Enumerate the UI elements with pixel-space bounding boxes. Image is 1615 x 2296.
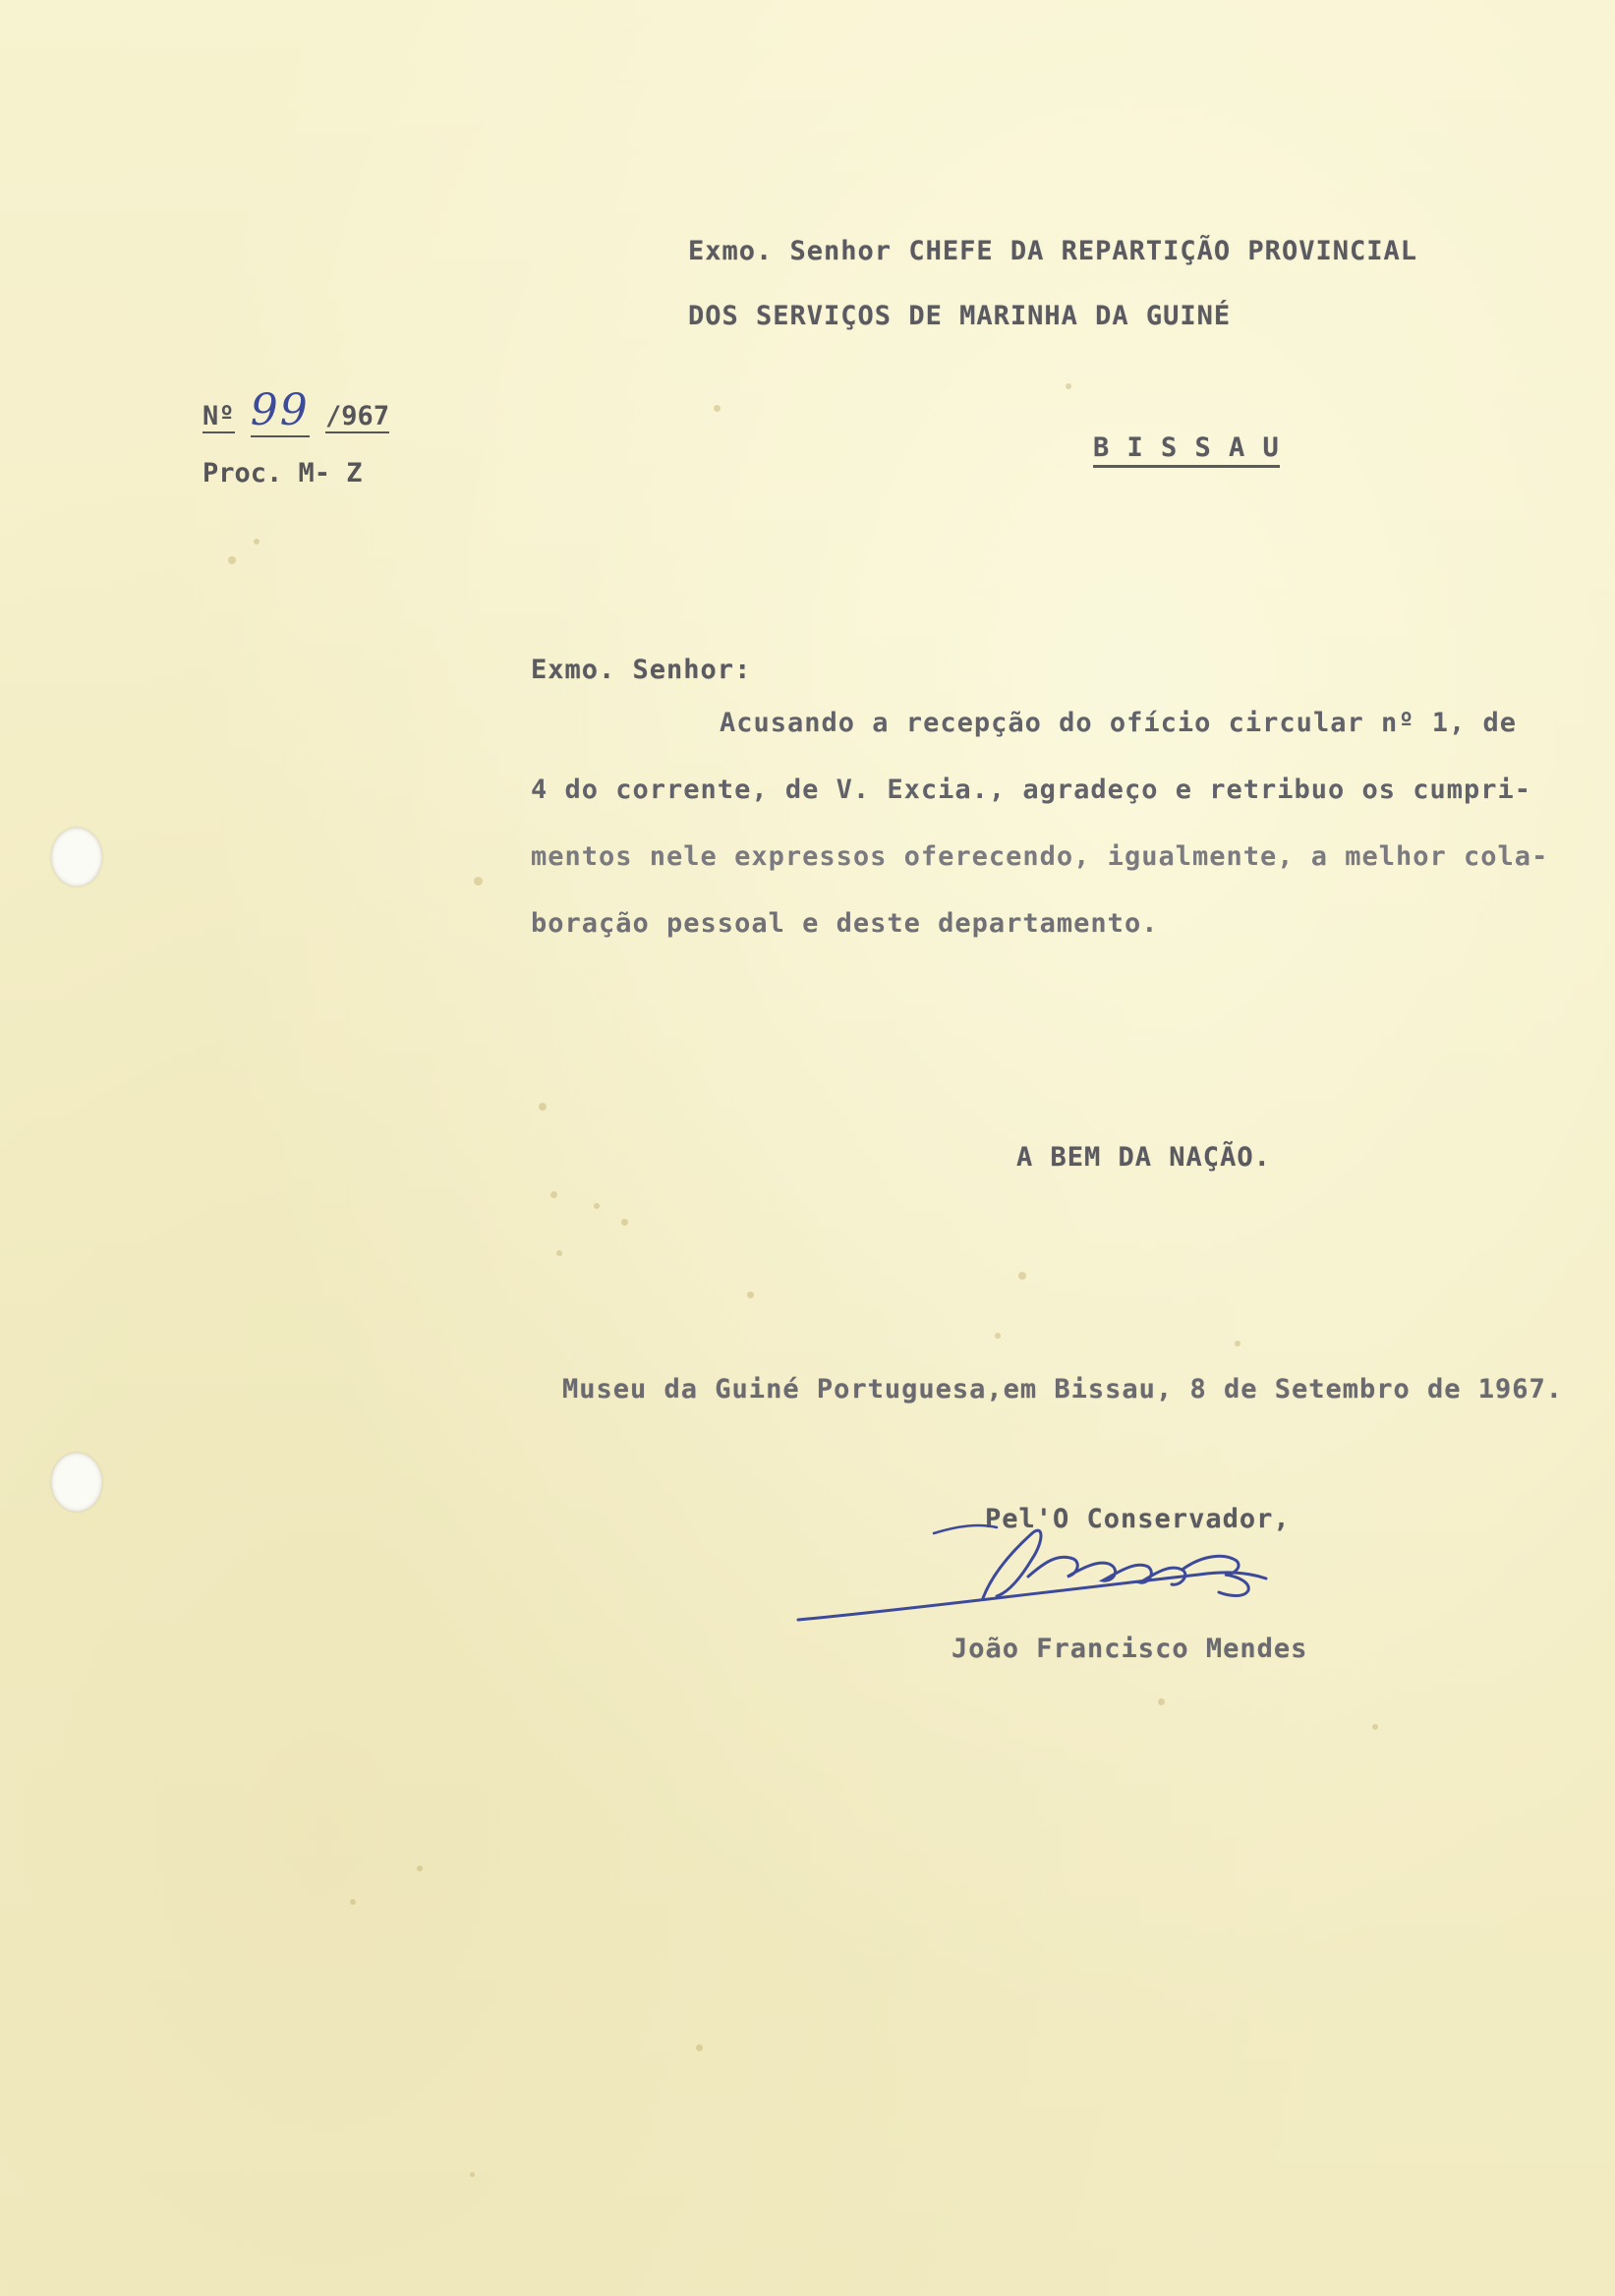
- signature-for-label: Pel'O Conservador,: [985, 1504, 1291, 1534]
- punch-hole-lower: [51, 1453, 102, 1512]
- signatory-name: João Francisco Mendes: [952, 1634, 1308, 1664]
- body-line-4: boração pessoal e deste departamento.: [531, 908, 1159, 939]
- body-line-3: mentos nele expressos oferecendo, igualmente, a melhor cola-: [531, 841, 1549, 872]
- place-and-date: Museu da Guiné Portuguesa,em Bissau, 8 de Setembro de 1967.: [562, 1374, 1564, 1405]
- reference-number-handwritten: 99: [250, 385, 310, 435]
- reference-year: /967: [325, 401, 390, 431]
- handwritten-signature: [786, 1494, 1298, 1641]
- punch-hole-upper: [51, 828, 102, 887]
- body-line-2: 4 do corrente, de V. Excia., agradeço e retribuo os cumpri-: [531, 775, 1532, 805]
- letter-body: [531, 708, 1549, 975]
- salutation: Exmo. Senhor:: [531, 655, 752, 685]
- reference-number: [202, 385, 389, 435]
- closing-formula: A BEM DA NAÇÃO.: [1016, 1142, 1271, 1173]
- process-reference: Proc. M- Z: [202, 458, 363, 488]
- addressee-line-1: Exmo. Senhor CHEFE DA REPARTIÇÃO PROVINCIAL: [688, 236, 1417, 266]
- addressee-city: B I S S A U: [1093, 432, 1280, 468]
- addressee-line-2: DOS SERVIÇOS DE MARINHA DA GUINÉ: [688, 301, 1232, 331]
- reference-prefix: Nº: [202, 401, 235, 431]
- body-line-1: Acusando a recepção do ofício circular nº 1, de: [720, 708, 1518, 738]
